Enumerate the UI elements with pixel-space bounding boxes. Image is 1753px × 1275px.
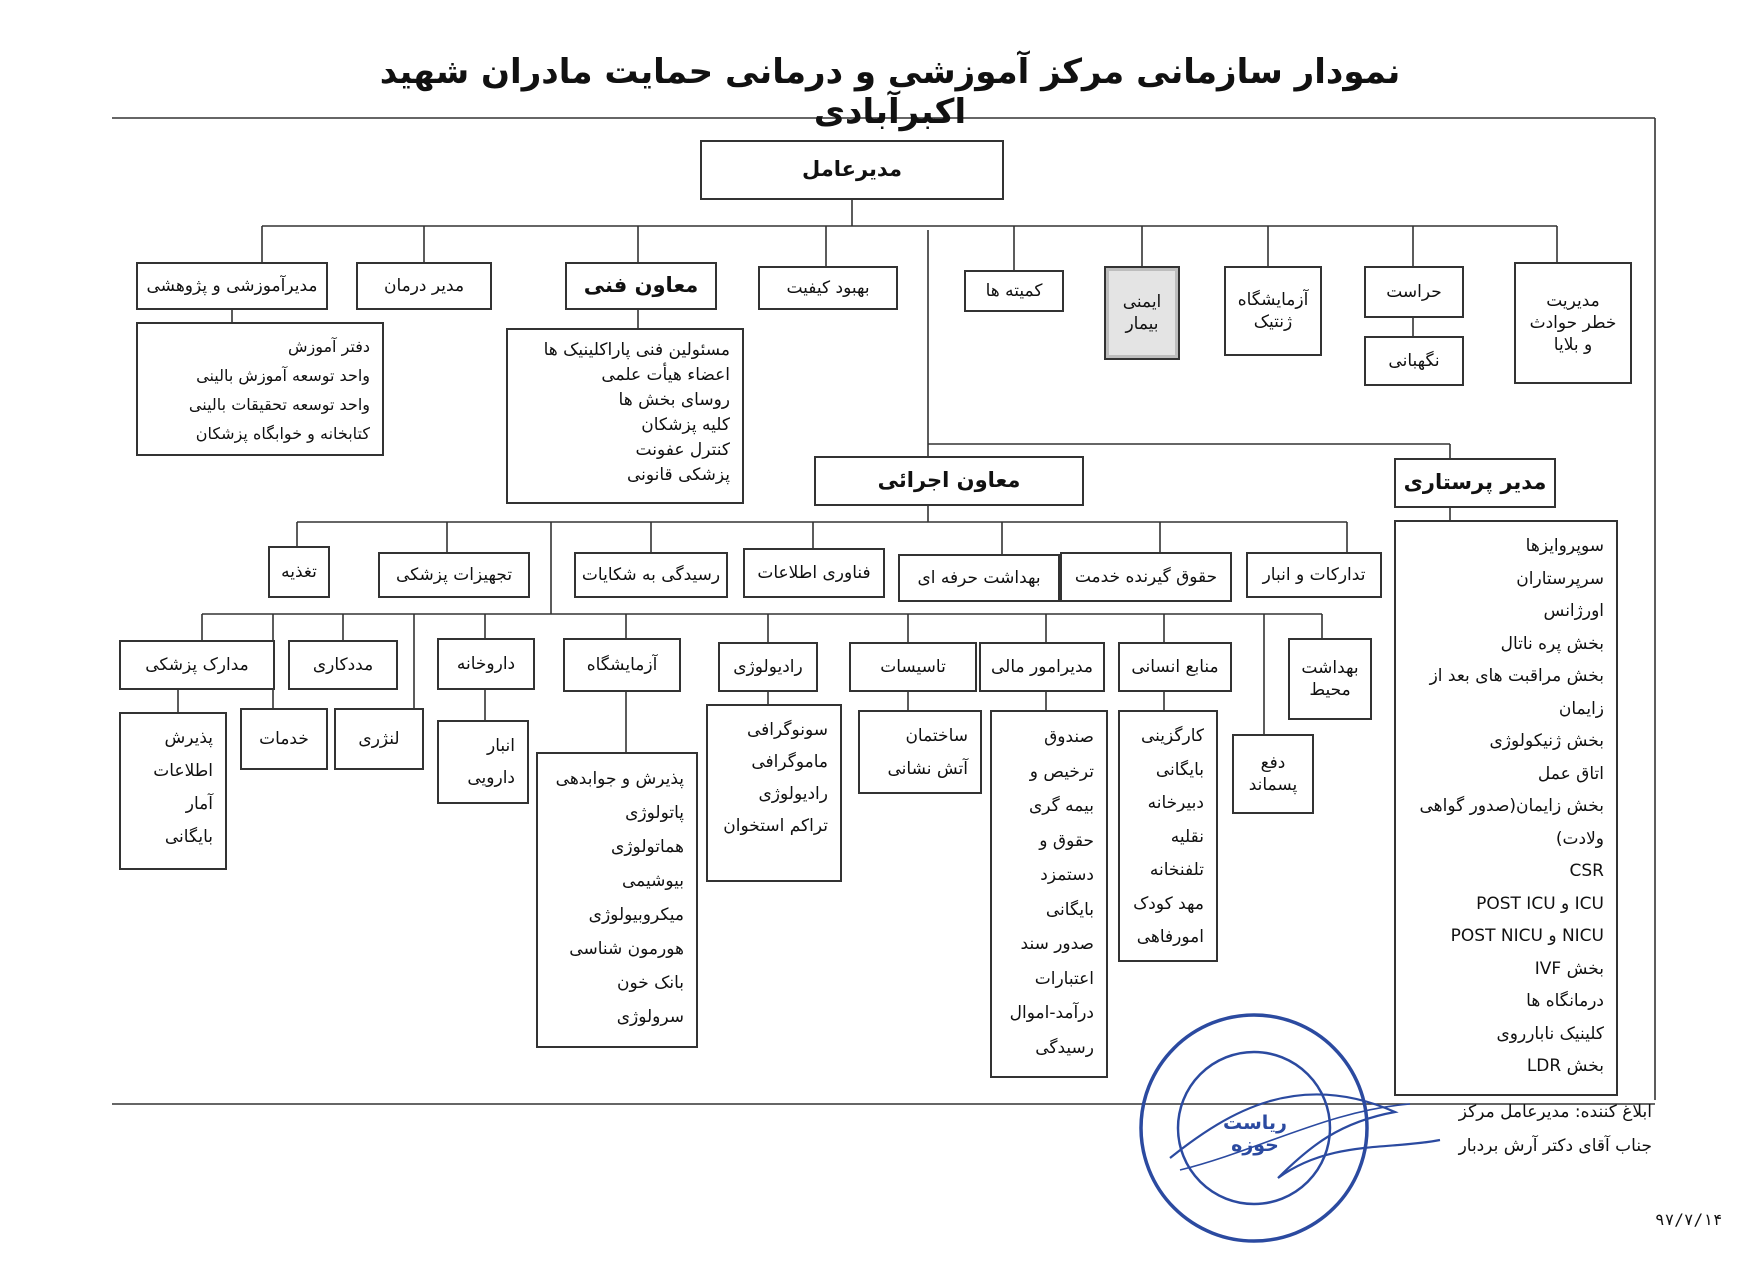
records-list-item: آمار <box>185 794 213 814</box>
node-edu <box>136 262 328 310</box>
node-facilities <box>849 642 977 692</box>
node-envhealth-label: محیط <box>1309 680 1351 700</box>
nursing-manager-box <box>1394 458 1556 508</box>
node-procurement-label: تدارکات و انبار <box>1262 564 1366 585</box>
pharmacy-list-item: دارویی <box>467 768 515 788</box>
lab-list-item: پاتولوژی <box>625 803 684 823</box>
node-nutrition-label: تغذیه <box>281 561 317 582</box>
lab-list-item: هماتولوژی <box>611 837 684 857</box>
node-services-label: خدمات <box>259 728 309 749</box>
node-quality <box>758 266 898 310</box>
node-envhealth <box>1288 638 1372 720</box>
finance-list-item: صدور سند <box>1020 934 1094 954</box>
node-lab-label: آزمایشگاه <box>586 654 658 675</box>
ceo-box <box>700 140 1004 200</box>
nursing-list-item: ولادت) <box>1555 828 1604 849</box>
nursing-list-item: بخش ژنیکولوژی <box>1489 731 1604 751</box>
node-services <box>240 708 328 770</box>
radiology-list-item: ماموگرافی <box>751 752 828 772</box>
exec-deputy-box <box>814 456 1084 506</box>
node-procurement <box>1246 552 1382 598</box>
exec-deputy-box-label: معاون اجرائی <box>877 468 1021 493</box>
node-medequip <box>378 552 530 598</box>
node-hr <box>1118 642 1232 692</box>
facilities-list-item: ساختمان <box>905 726 968 746</box>
node-risk-label: خطر حوادث <box>1529 312 1617 333</box>
node-finance-label: مدیرامور مالی <box>991 656 1093 677</box>
edu-list-item: واحد توسعه آموزش بالینی <box>196 366 370 385</box>
tech-list-item: کلیه پزشکان <box>641 415 730 435</box>
node-occhealth-label: بهداشت حرفه ای <box>917 567 1041 588</box>
nursing-list-item: اتاق عمل <box>1537 763 1604 784</box>
finance-list-item: بایگانی <box>1045 899 1094 920</box>
node-it-label: فناوری اطلاعات <box>757 562 871 583</box>
nursing-list-item: اورژانس <box>1543 601 1604 621</box>
hr-list <box>1118 710 1218 962</box>
radiology-list-item: رادیولوژی <box>758 784 828 804</box>
stamp-text: ریاست حوزه <box>1222 1112 1287 1156</box>
tech-list-item: پزشکی قانونی <box>626 465 730 485</box>
finance-list-item: اعتبارات <box>1034 968 1094 989</box>
node-radiology-label: رادیولوژی <box>733 656 803 677</box>
records-list-item: بایگانی <box>164 827 213 847</box>
node-safety <box>1104 266 1180 360</box>
radiology-list <box>706 704 842 882</box>
tech-list-item: روسای بخش ها <box>618 390 730 410</box>
node-laundry <box>334 708 424 770</box>
finance-list-item: ترخیص و <box>1029 761 1094 782</box>
lab-list-item: سرولوژی <box>616 1007 684 1027</box>
nursing-list-item: CSR <box>1569 861 1604 881</box>
hr-list-item: امورفاهی <box>1136 927 1204 947</box>
nursing-list-item: NICU و POST NICU <box>1450 926 1604 946</box>
nursing-list-item: درمانگاه ها <box>1526 991 1604 1011</box>
footer-issuer: ابلاغ کننده: مدیرعامل مرکز <box>1458 1102 1652 1122</box>
edu-list-item: کتابخانه و خوابگاه پزشکان <box>195 424 370 443</box>
finance-list-item: دستمزد <box>1040 865 1094 885</box>
node-records <box>119 640 275 690</box>
edu-list-item: واحد توسعه تحقیقات بالینی <box>188 395 370 414</box>
node-clientrights-label: حقوق گیرنده خدمت <box>1074 566 1218 587</box>
lab-list-item: پذیرش و جوابدهی <box>555 769 684 789</box>
node-treat <box>356 262 492 310</box>
node-medequip-label: تجهیزات پزشکی <box>395 564 513 585</box>
node-pharmacy <box>437 638 535 690</box>
nursing-list-item: بخش پره ناتال <box>1500 633 1604 654</box>
edu-list-item: دفتر آموزش <box>287 337 370 356</box>
page-title: نمودار سازمانی مرکز آموزشی و درمانی حمایت مادران شهید اکبرآبادی <box>379 52 1401 132</box>
nursing-list <box>1394 520 1618 1096</box>
node-lab <box>563 638 681 692</box>
tech-list-item: کنترل عفونت <box>635 440 730 460</box>
finance-list-item: بیمه گری <box>1029 796 1094 816</box>
lab-list-item: هورمون شناسی <box>569 939 684 959</box>
pharmacy-list <box>437 720 529 804</box>
node-treat-label: مدیر درمان <box>383 275 465 296</box>
hr-list-item: نقلیه <box>1170 826 1204 847</box>
nursing-list-item: ICU و POST ICU <box>1476 893 1604 914</box>
nursing-list-item: بخش مراقبت های بعد از <box>1429 666 1604 686</box>
node-waste-label: پسماند <box>1248 775 1298 795</box>
facilities-list-item: آتش نشانی <box>887 759 968 779</box>
node-finance <box>979 642 1105 692</box>
node-guard-label: حراست <box>1386 281 1442 302</box>
node-clientrights <box>1060 552 1232 602</box>
edu-list <box>136 322 384 456</box>
node-social-label: مددکاری <box>312 654 374 675</box>
node-risk-label: و بلایا <box>1553 335 1593 356</box>
node-guard-sub <box>1364 336 1464 386</box>
lab-list-item: بانک خون <box>616 973 684 993</box>
hr-list-item: بایگانی <box>1155 759 1204 780</box>
nursing-manager-box-label: مدیر پرستاری <box>1403 470 1547 495</box>
node-laundry-label: لنژری <box>358 728 400 749</box>
node-safety-label: ایمنی <box>1122 291 1162 312</box>
node-waste <box>1232 734 1314 814</box>
node-committees <box>964 270 1064 312</box>
nursing-list-item: سوپروایزها <box>1525 536 1604 556</box>
lab-list <box>536 752 698 1048</box>
finance-list-item: صندوق <box>1044 727 1094 747</box>
node-social <box>288 640 398 690</box>
node-waste-label: دفع <box>1260 752 1286 773</box>
finance-list-item: درآمد-اموال <box>1009 1003 1094 1023</box>
lab-list-item: میکروبیولوژی <box>588 905 684 925</box>
finance-list <box>990 710 1108 1078</box>
node-occhealth <box>898 554 1060 602</box>
date-stamp: ۹۷/۷/۱۴ <box>1655 1210 1723 1229</box>
node-complaints-label: رسیدگی به شکایات <box>581 564 721 585</box>
node-hr-label: منابع انسانی <box>1131 656 1219 677</box>
nursing-list-item: بخش IVF <box>1534 958 1604 979</box>
nursing-list-item: کلینیک نابارروی <box>1496 1023 1604 1044</box>
node-risk <box>1514 262 1632 384</box>
tech-list-item: مسئولین فنی پاراکلینیک ها <box>543 340 730 360</box>
node-edu-label: مدیرآموزشی و پژوهشی <box>146 275 318 296</box>
hr-list-item: کارگزینی <box>1141 726 1204 746</box>
node-risk-label: مدیریت <box>1546 290 1600 311</box>
node-genetics-label: آزمایشگاه <box>1237 289 1309 310</box>
node-guard-sub-label: نگهبانی <box>1388 350 1440 371</box>
node-tech-label: معاون فنی <box>583 273 699 298</box>
hr-list-item: مهد کودک <box>1133 893 1204 914</box>
hr-list-item: تلفنخانه <box>1149 860 1204 880</box>
node-envhealth-label: بهداشت <box>1301 657 1359 678</box>
nursing-list-item: بخش زایمان(صدور گواهی <box>1419 796 1604 816</box>
lab-list-item: بیوشیمی <box>621 871 684 891</box>
hr-list-item: دبیرخانه <box>1147 793 1204 813</box>
node-nutrition <box>268 546 330 598</box>
nursing-list-item: سرپرستاران <box>1516 568 1604 589</box>
node-it <box>743 548 885 598</box>
records-list-item: پذیرش <box>164 728 213 748</box>
node-tech <box>565 262 717 310</box>
node-committees-label: کمیته ها <box>985 280 1043 301</box>
finance-list-item: حقوق و <box>1039 830 1094 851</box>
node-quality-label: بهبود کیفیت <box>786 277 870 298</box>
tech-list-item: اعضاء هیأت علمی <box>601 365 730 385</box>
finance-list-item: رسیدگی <box>1035 1037 1094 1058</box>
node-safety-label: بیمار <box>1125 314 1159 334</box>
facilities-list <box>858 710 982 794</box>
nursing-list-item: بخش LDR <box>1526 1056 1604 1076</box>
node-facilities-label: تاسیسات <box>880 656 946 677</box>
tech-list <box>506 328 744 504</box>
node-pharmacy-label: داروخانه <box>456 653 516 674</box>
node-guard <box>1364 266 1464 318</box>
pharmacy-list-item: انبار <box>487 736 515 756</box>
node-complaints <box>574 552 728 598</box>
radiology-list-item: سونوگرافی <box>746 720 828 740</box>
radiology-list-item: تراکم استخوان <box>723 816 828 836</box>
records-list-item: اطلاعات <box>153 761 213 781</box>
footer-recipient: جناب آقای دکتر آرش بردبار <box>1458 1136 1652 1156</box>
node-genetics-label: ژنتیک <box>1253 312 1293 332</box>
node-records-label: مدارک پزشکی <box>145 654 249 675</box>
node-genetics <box>1224 266 1322 356</box>
node-radiology <box>718 642 818 692</box>
records-list <box>119 712 227 870</box>
nursing-list-item: زایمان <box>1558 698 1604 719</box>
ceo-box-label: مدیرعامل <box>801 157 903 182</box>
